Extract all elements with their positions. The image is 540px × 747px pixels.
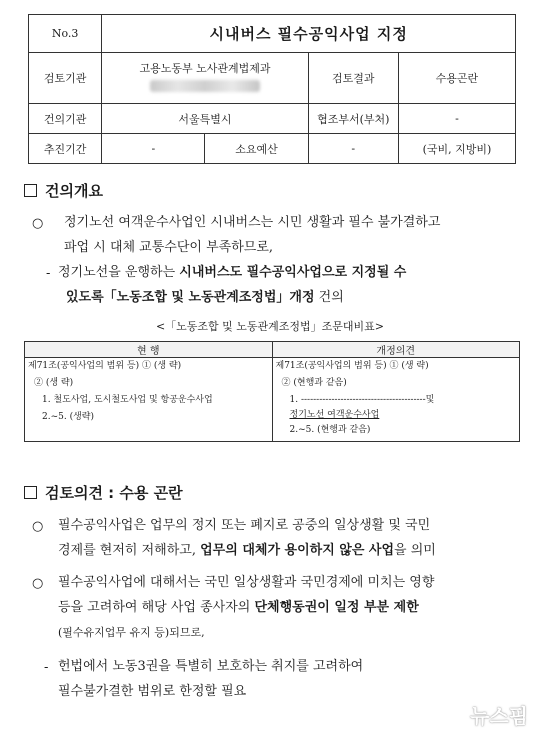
- square-bullet-icon: [24, 486, 37, 499]
- overview-paragraph-1: 정기노선 여객운수사업인 시내버스는 시민 생활과 필수 불가결하고 파업 시 대체 교통수단이 부족하므로,: [64, 215, 441, 255]
- circle-bullet-icon: ○: [32, 216, 44, 231]
- col-revised-header: 개정의견: [272, 342, 520, 358]
- overview-paragraph-2: 정기노선을 운행하는 시내버스도 필수공익사업으로 지정될 수 있도록「노동조합 및 노동관계조정법」개정 건의: [58, 265, 407, 305]
- review-org-value: 고용노동부 노사관계법제과: [139, 61, 271, 75]
- period-label: 추진기간: [29, 134, 102, 164]
- comparison-table: [24, 341, 520, 442]
- review-paragraph-1: 필수공익사업은 업무의 정지 또는 폐지로 공중의 일상생활 및 국민 경제를 현저히 저해하고, 업무의 대체가 용이하지 않은 사업을 의미: [58, 518, 436, 558]
- review-org-label: 검토기관: [29, 53, 102, 104]
- review-org-cell: [102, 53, 308, 104]
- review-paragraph-3: 헌법에서 노동3권을 특별히 보호하는 취지를 고려하여 필수불가결한 범위로 한정할 필요: [58, 659, 364, 699]
- revised-text-cell: 제71조(공익사업의 범위 등) ① (생 략) ② (현행과 같음) 1. -----------------------------------------및 정기노선 여객운수사업 2.~5. (현행과 같음): [272, 358, 520, 442]
- budget-value: -: [308, 134, 398, 164]
- review-result-label: 검토결과: [308, 53, 398, 104]
- col-current-header: 현 행: [25, 342, 273, 358]
- dash-bullet: -: [44, 660, 49, 675]
- square-bullet-icon: [24, 184, 37, 197]
- redacted-text: [150, 80, 260, 92]
- current-text-cell: 제71조(공익사업의 범위 등) ① (생 략) ② (생 략) 1. 철도사업, 도시철도사업 및 항공운수사업 2.~5. (생략): [25, 358, 273, 442]
- review-paragraph-2: 필수공익사업에 대해서는 국민 일상생활과 국민경제에 미치는 영향 등을 고려하여 해당 사업 종사자의 단체행동권이 일정 부분 제한 (필수유지업무 유지 등)되므로,: [58, 575, 435, 639]
- doc-title: 시내버스 필수공익사업 지정: [102, 15, 516, 53]
- coop-label: 협조부서(부처): [308, 104, 398, 134]
- overview-heading: 건의개요: [24, 180, 103, 201]
- summary-table: [28, 14, 516, 164]
- newspim-watermark-logo: 뉴스핌: [470, 704, 528, 728]
- proposer-value: 서울특별시: [102, 104, 308, 134]
- circle-bullet-icon: ○: [32, 576, 44, 591]
- doc-number: No.3: [29, 15, 102, 53]
- proposer-label: 건의기관: [29, 104, 102, 134]
- review-result-value: 수용곤란: [398, 53, 515, 104]
- budget-label: 소요예산: [205, 134, 308, 164]
- circle-bullet-icon: ○: [32, 519, 44, 534]
- coop-value: -: [398, 104, 515, 134]
- review-heading: 검토의견 : 수용 곤란: [24, 482, 183, 503]
- budget-note: (국비, 지방비): [398, 134, 515, 164]
- period-value: -: [102, 134, 205, 164]
- comparison-caption: <「노동조합 및 노동관계조정법」조문대비표>: [155, 320, 385, 333]
- dash-bullet: -: [46, 266, 51, 281]
